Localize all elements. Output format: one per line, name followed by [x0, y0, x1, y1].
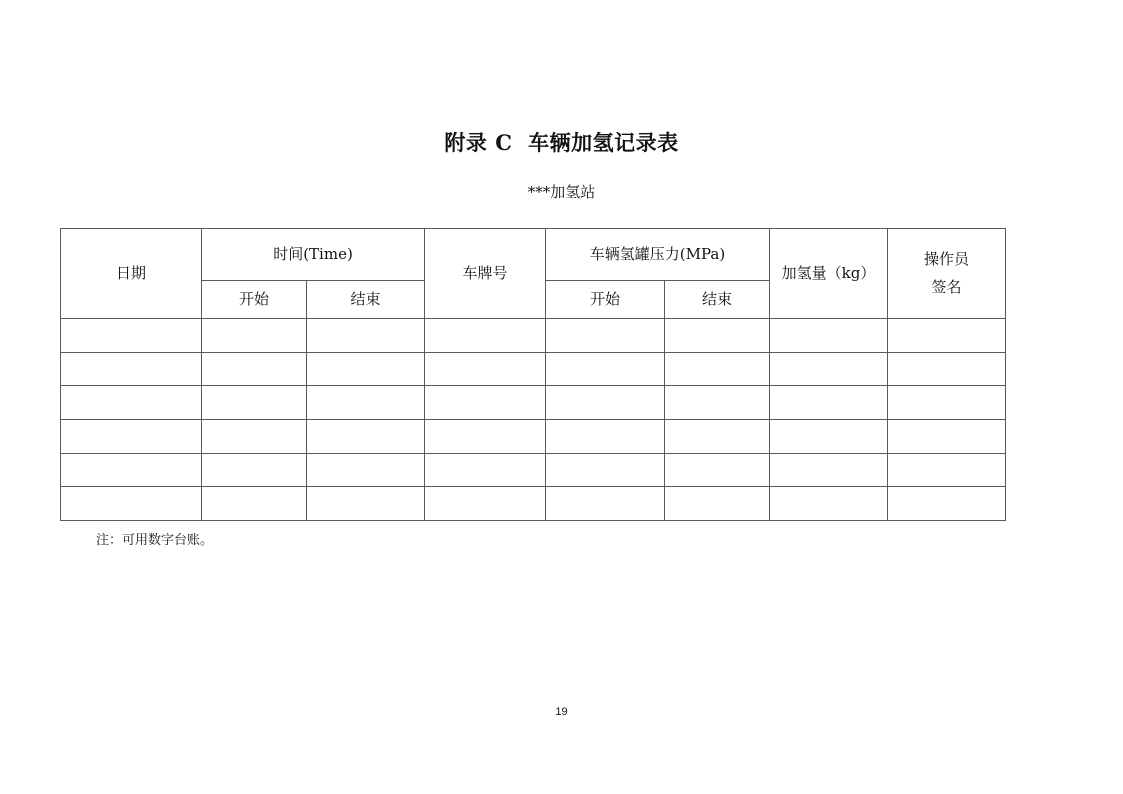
header-time-start: 开始: [202, 281, 307, 319]
cell-date: [61, 487, 202, 521]
cell-time-end: [307, 420, 425, 454]
header-tank-pressure-group: 车辆氢罐压力(MPa): [546, 229, 770, 281]
cell-pressure-start: [546, 319, 665, 353]
cell-hydrogen-amount: [770, 319, 888, 353]
cell-time-end: [307, 453, 425, 487]
cell-time-start: [202, 386, 307, 420]
table-row: [61, 352, 1006, 386]
header-plate-number: 车牌号: [425, 229, 546, 319]
cell-time-start: [202, 487, 307, 521]
cell-time-start: [202, 319, 307, 353]
table-footnote: 注：可用数字台账。: [96, 533, 214, 548]
table-row: [61, 487, 1006, 521]
header-operator-signature: [888, 229, 1006, 319]
cell-plate-number: [425, 386, 546, 420]
cell-hydrogen-amount: [770, 420, 888, 454]
cell-pressure-end: [665, 453, 770, 487]
cell-pressure-start: [546, 487, 665, 521]
table-row: [61, 386, 1006, 420]
cell-pressure-start: [546, 420, 665, 454]
cell-operator-signature: [888, 386, 1006, 420]
cell-time-end: [307, 487, 425, 521]
cell-date: [61, 420, 202, 454]
cell-time-start: [202, 420, 307, 454]
cell-operator-signature: [888, 453, 1006, 487]
cell-pressure-start: [546, 453, 665, 487]
header-time-end: 结束: [307, 281, 425, 319]
cell-hydrogen-amount: [770, 453, 888, 487]
cell-date: [61, 453, 202, 487]
cell-plate-number: [425, 487, 546, 521]
header-signature-line: 签名: [931, 277, 962, 296]
cell-pressure-start: [546, 352, 665, 386]
cell-time-start: [202, 453, 307, 487]
cell-plate-number: [425, 453, 546, 487]
refueling-record-table: [60, 228, 1006, 521]
table-row: [61, 319, 1006, 353]
cell-hydrogen-amount: [770, 352, 888, 386]
header-pressure-end: 结束: [665, 281, 770, 319]
cell-plate-number: [425, 319, 546, 353]
cell-pressure-end: [665, 420, 770, 454]
cell-date: [61, 386, 202, 420]
cell-time-end: [307, 352, 425, 386]
cell-pressure-end: [665, 487, 770, 521]
document-title: 附录 C 车辆加氢记录表: [444, 130, 679, 155]
cell-time-end: [307, 319, 425, 353]
cell-pressure-end: [665, 386, 770, 420]
header-pressure-start: 开始: [546, 281, 665, 319]
cell-hydrogen-amount: [770, 386, 888, 420]
cell-pressure-end: [665, 319, 770, 353]
cell-time-end: [307, 386, 425, 420]
station-name: ***加氢站: [527, 183, 596, 201]
cell-date: [61, 319, 202, 353]
table-row: [61, 453, 1006, 487]
header-time-group: 时间(Time): [202, 229, 425, 281]
header-date: 日期: [61, 229, 202, 319]
cell-plate-number: [425, 352, 546, 386]
cell-operator-signature: [888, 352, 1006, 386]
header-operator-line: 操作员: [924, 250, 970, 269]
header-hydrogen-amount: 加氢量（kg）: [770, 229, 888, 319]
table-row: [61, 420, 1006, 454]
cell-plate-number: [425, 420, 546, 454]
cell-operator-signature: [888, 319, 1006, 353]
cell-pressure-start: [546, 386, 665, 420]
page-number: 19: [555, 706, 568, 718]
cell-operator-signature: [888, 420, 1006, 454]
cell-operator-signature: [888, 487, 1006, 521]
cell-time-start: [202, 352, 307, 386]
cell-date: [61, 352, 202, 386]
cell-pressure-end: [665, 352, 770, 386]
cell-hydrogen-amount: [770, 487, 888, 521]
header-row-primary: [61, 229, 1006, 281]
